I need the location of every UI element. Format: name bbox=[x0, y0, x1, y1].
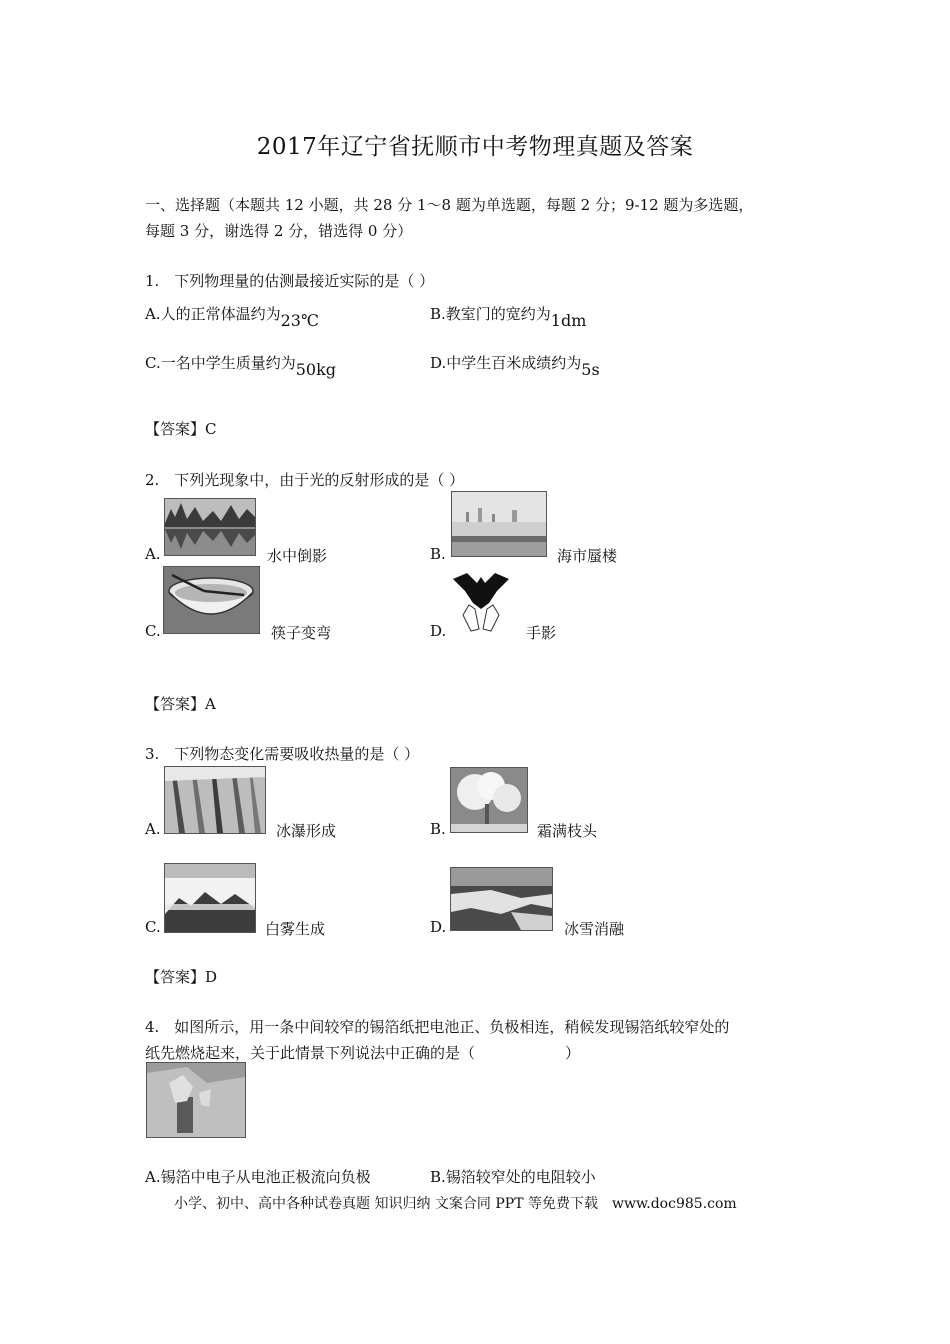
q2-answer: 【答案】A bbox=[145, 695, 216, 713]
q1-option-b-unit: 1dm bbox=[550, 311, 587, 330]
melting-ice-photo bbox=[450, 867, 553, 931]
q3-answer: 【答案】D bbox=[145, 968, 218, 986]
q1-option-a-text: A.人的正常体温约为 bbox=[145, 305, 281, 323]
q4-stem-line1: 4. 如图所示，用一条中间较窄的锡箔纸把电池正、负极相连，稍候发现锡箔纸较窄处的 bbox=[145, 1018, 730, 1036]
frost-branches-photo bbox=[450, 767, 528, 833]
footer-note: 小学、初中、高中各种试卷真题 知识归纳 文案合同 PPT 等免费下载 www.doc985.com bbox=[174, 1196, 737, 1212]
reflection-photo bbox=[164, 498, 256, 556]
q1-option-d bbox=[430, 352, 600, 379]
q2-option-d-caption: 手影 bbox=[526, 624, 557, 642]
q1-option-a bbox=[145, 303, 319, 330]
bent-chopsticks-photo bbox=[163, 566, 260, 634]
fog-mountains-photo bbox=[164, 863, 256, 933]
q3-option-c-caption: 白雾生成 bbox=[265, 920, 326, 938]
q1-option-c-unit: 50kg bbox=[295, 360, 337, 379]
hand-shadow-image bbox=[449, 569, 513, 633]
q2-option-b-label: B. bbox=[430, 545, 446, 563]
q3-option-d-label: D. bbox=[430, 918, 447, 936]
q3-option-b-label: B. bbox=[430, 820, 446, 838]
ice-waterfall-photo bbox=[164, 766, 266, 834]
q1-option-d-text: D.中学生百米成绩约为 bbox=[430, 354, 582, 372]
q1-option-c-text: C.一名中学生质量约为 bbox=[145, 354, 296, 372]
q1-option-d-unit: 5s bbox=[581, 360, 600, 379]
section-instructions-line2: 每题 3 分，谢选得 2 分，错选得 0 分） bbox=[145, 222, 413, 240]
q3-stem: 3. 下列物态变化需要吸收热量的是（ ） bbox=[145, 745, 420, 763]
q3-option-c-label: C. bbox=[145, 918, 161, 936]
foil-battery-photo bbox=[146, 1062, 246, 1138]
q2-stem: 2. 下列光现象中，由于光的反射形成的是（ ） bbox=[145, 471, 465, 489]
q2-option-c-caption: 筷子变弯 bbox=[271, 624, 332, 642]
q4-stem-line2: 纸先燃烧起来，关于此情景下列说法中正确的是（ ） bbox=[145, 1044, 581, 1062]
q1-option-c bbox=[145, 352, 337, 379]
q4-option-b: B.锡箔较窄处的电阻较小 bbox=[430, 1168, 596, 1186]
page-title: 2017年辽宁省抚顺市中考物理真题及答案 bbox=[256, 134, 694, 160]
q3-option-a-caption: 冰瀑形成 bbox=[276, 822, 337, 840]
q2-option-d-label: D. bbox=[430, 622, 447, 640]
q3-option-a-label: A. bbox=[145, 820, 161, 838]
q2-option-a-label: A. bbox=[145, 545, 161, 563]
q1-option-b bbox=[430, 303, 587, 330]
q1-stem: 1. 下列物理量的估测最接近实际的是（ ） bbox=[145, 272, 435, 290]
q1-option-b-text: B.教室门的宽约为 bbox=[430, 305, 551, 323]
q1-answer: 【答案】C bbox=[145, 420, 217, 438]
q2-option-c-label: C. bbox=[145, 622, 161, 640]
mirage-photo bbox=[451, 491, 547, 557]
q3-option-d-caption: 冰雪消融 bbox=[564, 920, 625, 938]
q3-option-b-caption: 霜满枝头 bbox=[537, 822, 598, 840]
q2-option-b-caption: 海市蜃楼 bbox=[557, 547, 618, 565]
q1-option-a-unit: 23℃ bbox=[280, 311, 319, 330]
q4-option-a: A.锡箔中电子从电池正极流向负极 bbox=[145, 1168, 371, 1186]
section-instructions-line1: 一、选择题（本题共 12 小题，共 28 分 1～8 题为单选题，每题 2 分；9-12 题为多选题， bbox=[145, 196, 754, 214]
q2-option-a-caption: 水中倒影 bbox=[267, 547, 328, 565]
